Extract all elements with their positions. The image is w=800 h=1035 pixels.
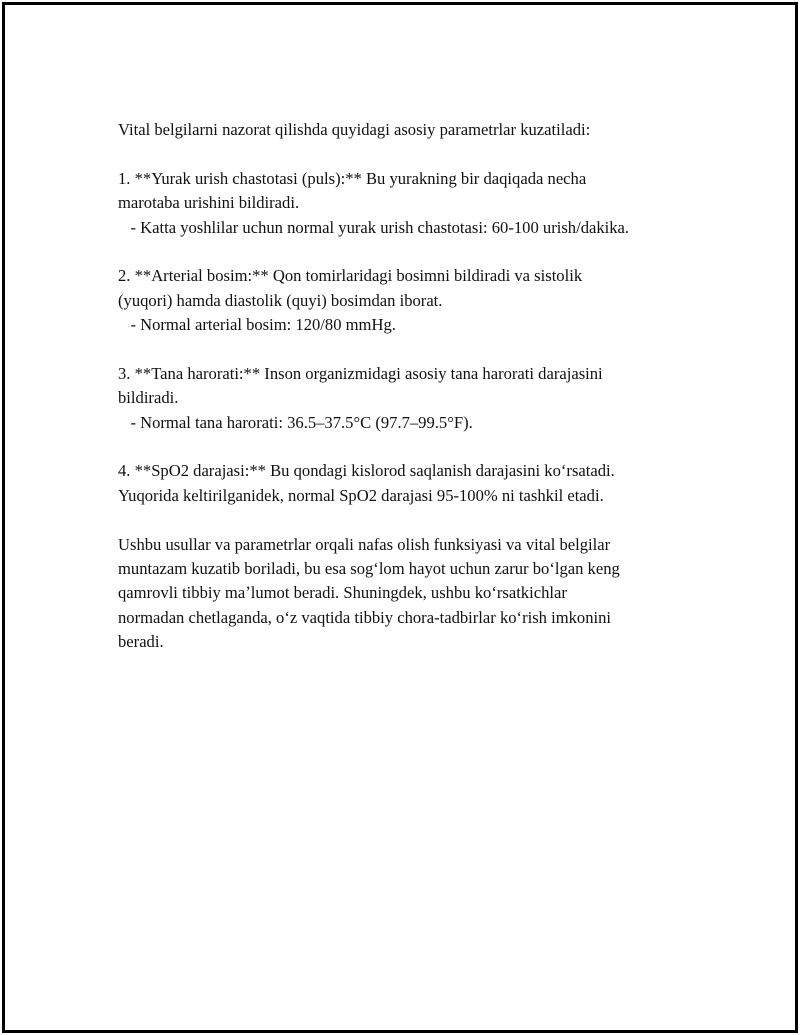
conclusion-paragraph <box>118 533 698 655</box>
intro-line: Vital belgilarni nazorat qilishda quyidagi asosiy parametrlar kuzatiladi: <box>118 120 591 139</box>
document-body <box>118 118 698 655</box>
list-item-blood-pressure <box>118 264 698 337</box>
conclusion-line-3: qamrovli tibbiy maʼlumot beradi. Shuningdek, ushbu koʻrsatkichlar <box>118 583 567 603</box>
item-1-sub-point: - Katta yoshlilar uchun normal yurak urish chastotasi: 60-100 urish/dakika. <box>118 217 630 237</box>
item-4-line-2: Yuqorida keltirilganidek, normal SpO2 darajasi 95-100% ni tashkil etadi. <box>118 485 604 505</box>
conclusion-line-1: Ushbu usullar va parametrlar orqali nafas olish funksiyasi va vital belgilar <box>118 534 611 554</box>
item-3-line-2: bildiradi. <box>118 388 179 408</box>
item-2-line-1: 2. **Arterial bosim:** Qon tomirlaridagi bosimni bildiradi va sistolik <box>118 266 583 286</box>
conclusion-line-5: beradi. <box>118 632 164 652</box>
conclusion-line-4: normadan chetlaganda, oʻz vaqtida tibbiy chora-tadbirlar koʻrish imkonini <box>118 607 612 627</box>
paragraph-gap <box>118 240 698 264</box>
paragraph-gap <box>118 142 698 166</box>
paragraph-gap <box>118 508 698 532</box>
conclusion-line-2: muntazam kuzatib boriladi, bu esa sogʻlom hayot uchun zarur boʻlgan keng <box>118 559 620 579</box>
item-2-sub-point: - Normal arterial bosim: 120/80 mmHg. <box>118 315 396 335</box>
paragraph-gap <box>118 435 698 459</box>
list-item-pulse <box>118 167 698 240</box>
item-1-line-1: 1. **Yurak urish chastotasi (puls):** Bu yurakning bir daqiqada necha <box>118 168 587 188</box>
item-1-line-2: marotaba urishini bildiradi. <box>118 193 300 213</box>
list-item-body-temperature <box>118 362 698 435</box>
item-4-line-1: 4. **SpO2 darajasi:** Bu qondagi kislorod saqlanish darajasini koʻrsatadi. <box>118 461 615 481</box>
paragraph-gap <box>118 338 698 362</box>
item-2-line-2: (yuqori) hamda diastolik (quyi) bosimdan iborat. <box>118 290 443 310</box>
item-3-line-1: 3. **Tana harorati:** Inson organizmidagi asosiy tana harorati darajasini <box>118 363 603 383</box>
item-3-sub-point: - Normal tana harorati: 36.5–37.5°C (97.7–99.5°F). <box>118 412 473 432</box>
list-item-spo2 <box>118 459 698 508</box>
